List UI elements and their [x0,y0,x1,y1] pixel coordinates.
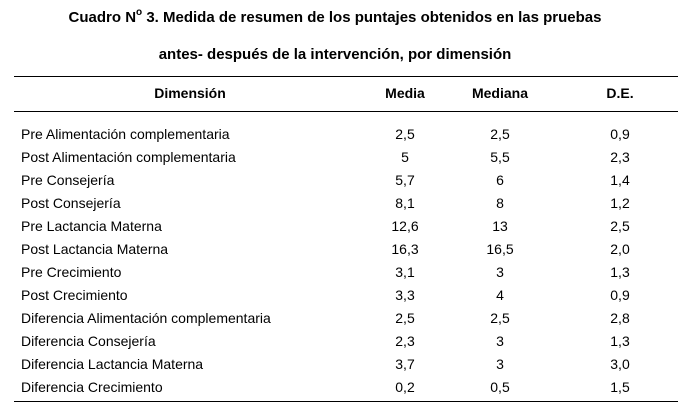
table-row [0,193,690,216]
cell-media: 2,3 [395,333,415,349]
cell-media: 12,6 [391,218,419,234]
title-prefix: Cuadro N [68,9,137,26]
table-bottom-rule [14,401,678,402]
cell-dimension: Diferencia Alimentación complementaria [21,310,271,326]
cell-dimension: Post Crecimiento [21,287,128,303]
cell-media: 5,7 [395,172,415,188]
cell-mediana: 0,5 [490,379,510,395]
cell-media: 3,7 [395,356,415,372]
title-rest: 3. Medida de resumen de los puntajes obtenidos en las pruebas [142,9,602,26]
cell-mediana: 4 [496,287,504,303]
table-row [0,285,690,308]
table-title-line-2: antes- después de la intervención, por dimensión [158,46,512,63]
cell-de: 2,8 [610,310,630,326]
cell-dimension: Post Consejería [21,195,121,211]
cell-mediana: 6 [496,172,504,188]
cell-media: 5 [401,149,409,165]
cell-media: 3,3 [395,287,415,303]
table-row [0,147,690,170]
cell-mediana: 2,5 [490,126,510,142]
table-row [0,331,690,354]
table-header-rule [14,111,678,112]
cell-de: 1,3 [610,333,630,349]
cell-de: 0,9 [610,287,630,303]
table-title-line-1 [0,8,680,26]
cell-mediana: 16,5 [486,241,514,257]
cell-dimension: Post Lactancia Materna [21,241,169,257]
cell-mediana: 3 [496,264,504,280]
cell-mediana: 13 [492,218,508,234]
title-superscript: o [136,7,143,18]
cell-de: 1,2 [610,195,630,211]
cell-dimension: Diferencia Crecimiento [21,379,163,395]
cell-de: 0,9 [610,126,630,142]
cell-dimension: Diferencia Lactancia Materna [21,356,204,372]
cell-de: 1,5 [610,379,630,395]
cell-mediana: 3 [496,356,504,372]
cell-dimension: Post Alimentación complementaria [21,149,236,165]
table-row [0,354,690,377]
cell-mediana: 8 [496,195,504,211]
cell-dimension: Pre Consejería [21,172,115,188]
cell-de: 2,3 [610,149,630,165]
table-row [0,377,690,400]
cell-de: 2,0 [610,241,630,257]
cell-dimension: Pre Lactancia Materna [21,218,162,234]
cell-de: 1,3 [610,264,630,280]
cell-dimension: Diferencia Consejería [21,333,156,349]
cell-media: 2,5 [395,310,415,326]
cell-media: 0,2 [395,379,415,395]
table-row [0,170,690,193]
cell-de: 3,0 [610,356,630,372]
table-top-rule [14,76,678,77]
header-media: Media [385,85,425,101]
cell-media: 8,1 [395,195,415,211]
cell-mediana: 2,5 [490,310,510,326]
table-row [0,308,690,331]
cell-de: 2,5 [610,218,630,234]
table-row [0,262,690,285]
table-body [0,124,690,400]
cell-de: 1,4 [610,172,630,188]
cell-media: 16,3 [391,241,419,257]
table-row [0,216,690,239]
cell-dimension: Pre Alimentación complementaria [21,126,230,142]
cell-media: 2,5 [395,126,415,142]
header-de: D.E. [606,85,634,101]
cell-mediana: 5,5 [490,149,510,165]
cell-mediana: 3 [496,333,504,349]
table-row [0,124,690,147]
header-mediana: Mediana [471,85,528,101]
cell-media: 3,1 [395,264,415,280]
cell-dimension: Pre Crecimiento [21,264,122,280]
header-dimension: Dimensión [154,85,226,101]
table-row [0,239,690,262]
